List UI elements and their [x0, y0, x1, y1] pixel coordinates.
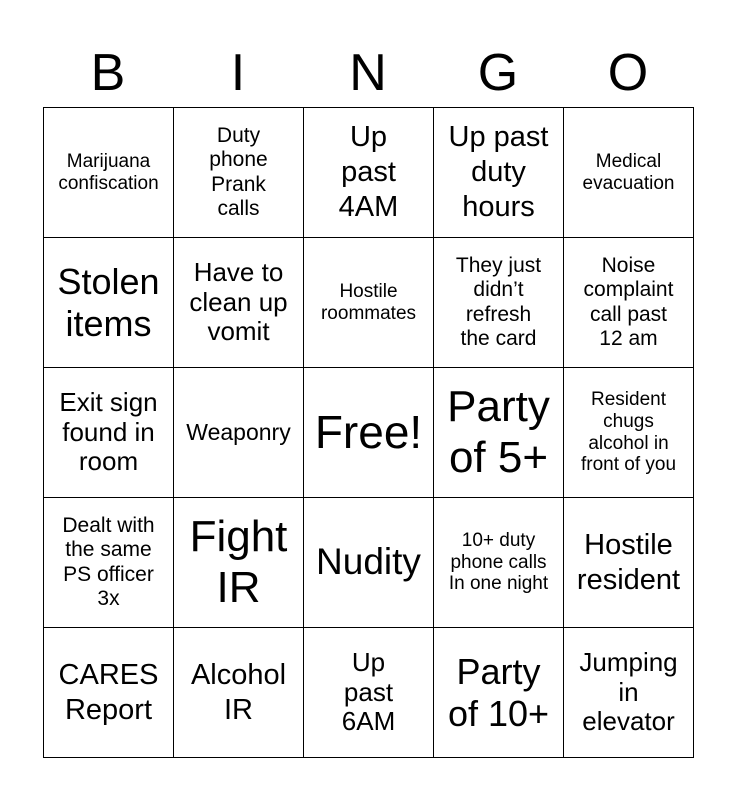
- bingo-cell-r0c2[interactable]: [304, 108, 434, 238]
- bingo-cell-label: Alcohol IR: [190, 658, 287, 726]
- bingo-cell-label: Resident chugs alcohol in front of you: [580, 388, 677, 476]
- bingo-cell-label: Have to clean up vomit: [189, 256, 288, 347]
- bingo-cell-label: Free!: [314, 406, 423, 459]
- bingo-cell-r2c4[interactable]: [564, 368, 694, 498]
- bingo-cell-r0c4[interactable]: [564, 108, 694, 238]
- bingo-cell-label: Medical evacuation: [582, 150, 675, 194]
- bingo-cell-r4c3[interactable]: [434, 628, 564, 758]
- header-letter-n: N: [349, 44, 387, 102]
- bingo-cell-r3c0[interactable]: [44, 498, 174, 628]
- bingo-cell-r2c3[interactable]: [434, 368, 564, 498]
- bingo-cell-label: 10+ duty phone calls In one night: [448, 529, 549, 595]
- bingo-cell-label: Hostile resident: [576, 528, 681, 596]
- bingo-cell-r3c3[interactable]: [434, 498, 564, 628]
- bingo-cell-label: Jumping in elevator: [579, 646, 678, 737]
- header-letter-o: O: [607, 44, 649, 102]
- header-letter-g: G: [477, 44, 519, 102]
- bingo-header: [43, 40, 693, 106]
- bingo-cell-label: Weaponry: [186, 419, 291, 446]
- bingo-cell-r4c1[interactable]: [174, 628, 304, 758]
- bingo-cell-r1c0[interactable]: [44, 238, 174, 368]
- header-letter-i: I: [230, 44, 246, 102]
- bingo-cell-r1c3[interactable]: [434, 238, 564, 368]
- bingo-cell-label: Exit sign found in room: [59, 386, 158, 477]
- bingo-cell-r0c0[interactable]: [44, 108, 174, 238]
- bingo-cell-r2c0[interactable]: [44, 368, 174, 498]
- bingo-cell-r1c4[interactable]: [564, 238, 694, 368]
- bingo-cell-label: Party of 5+: [447, 381, 550, 482]
- bingo-cell-r1c2[interactable]: [304, 238, 434, 368]
- bingo-cell-r3c4[interactable]: [564, 498, 694, 628]
- bingo-cell-r4c2[interactable]: [304, 628, 434, 758]
- bingo-cell-label: Marijuana confiscation: [58, 150, 159, 194]
- bingo-cell-r0c3[interactable]: [434, 108, 564, 238]
- bingo-cell-label: Hostile roommates: [320, 280, 417, 324]
- bingo-cell-label: Duty phone Prank calls: [209, 124, 268, 220]
- bingo-cell-r3c1[interactable]: [174, 498, 304, 628]
- bingo-cell-label: Up past 6AM: [341, 646, 396, 737]
- bingo-cell-label: Stolen items: [57, 261, 160, 344]
- bingo-cell-label: Nudity: [316, 541, 421, 583]
- bingo-free-space[interactable]: [304, 368, 434, 498]
- bingo-cell-label: Dealt with the same PS officer 3x: [62, 514, 155, 610]
- bingo-cell-label: Fight IR: [189, 511, 288, 612]
- bingo-cell-r1c1[interactable]: [174, 238, 304, 368]
- bingo-cell-r2c1[interactable]: [174, 368, 304, 498]
- bingo-cell-label: They just didn’t refresh the card: [455, 254, 542, 350]
- bingo-cell-label: Up past duty hours: [448, 121, 549, 223]
- bingo-cell-label: Noise complaint call past 12 am: [583, 254, 674, 350]
- bingo-cell-r0c1[interactable]: [174, 108, 304, 238]
- bingo-cell-r4c0[interactable]: [44, 628, 174, 758]
- bingo-cell-label: Up past 4AM: [338, 121, 399, 223]
- header-letter-b: B: [90, 44, 126, 102]
- bingo-cell-r4c4[interactable]: [564, 628, 694, 758]
- bingo-cell-r3c2[interactable]: [304, 498, 434, 628]
- bingo-card-grid: [43, 107, 694, 758]
- bingo-cell-label: Party of 10+: [447, 651, 550, 734]
- bingo-cell-label: CARES Report: [58, 658, 159, 726]
